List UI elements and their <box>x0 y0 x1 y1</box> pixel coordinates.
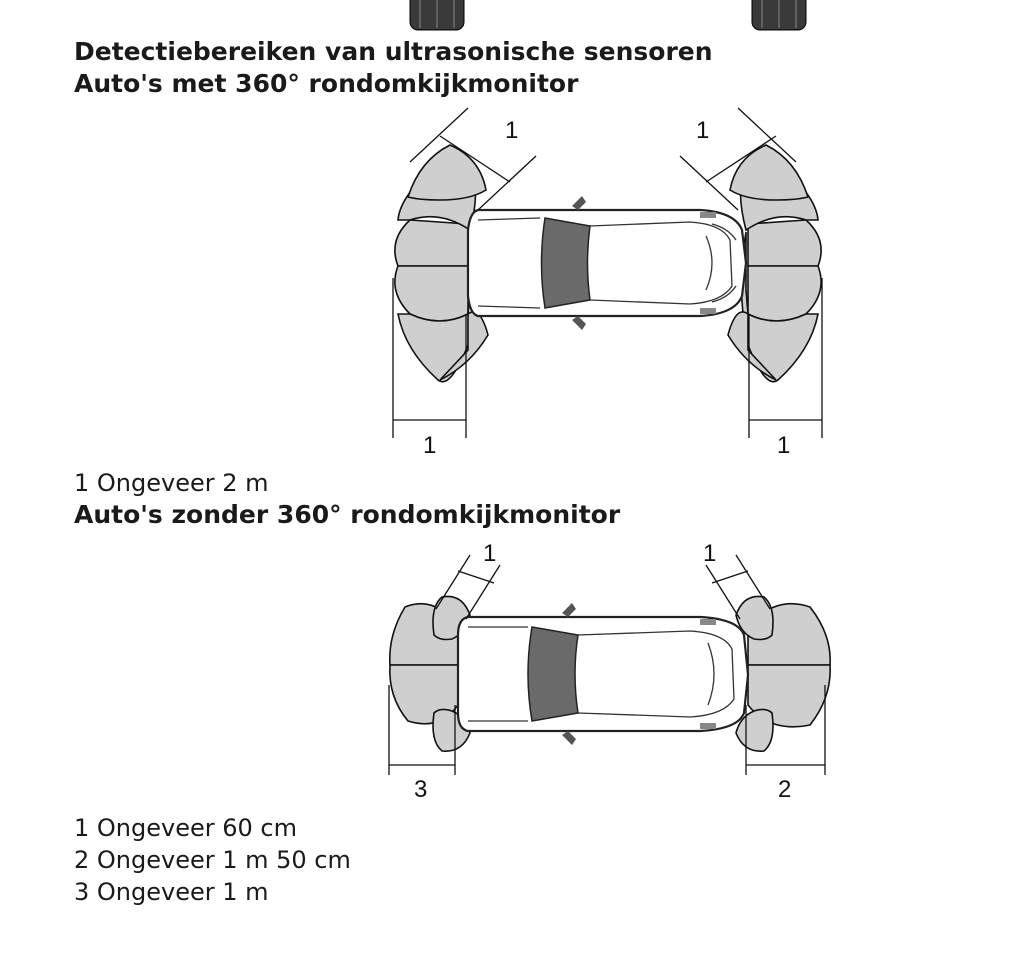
label-front-2: 2 <box>778 776 792 803</box>
legend2-item3: 3 Ongeveer 1 m <box>74 878 269 906</box>
section-heading-without-monitor: Auto's zonder 360° rondomkijkmonitor <box>74 500 621 529</box>
page-title: Detectiebereiken van ultrasonische sensoren <box>74 37 713 66</box>
label-rear-1: 1 <box>423 432 437 459</box>
label-front-left-1: 1 <box>505 117 519 144</box>
legend2-item1: 1 Ongeveer 60 cm <box>74 814 297 842</box>
car-top-view <box>468 196 746 330</box>
label-front-1: 1 <box>777 432 791 459</box>
legend2-item2: 2 Ongeveer 1 m 50 cm <box>74 846 351 874</box>
sensor-diagram-with-monitor <box>0 100 1015 465</box>
label-front-left-1: 1 <box>483 540 497 567</box>
sensor-diagram-without-monitor <box>0 535 1015 805</box>
legend1-item1: 1 Ongeveer 2 m <box>74 469 269 497</box>
section-heading-with-monitor: Auto's met 360° rondomkijkmonitor <box>74 69 579 98</box>
previous-figure-tires <box>0 0 1015 34</box>
tire-right <box>752 0 806 30</box>
label-rear-3: 3 <box>414 776 428 803</box>
label-front-right-1: 1 <box>703 540 717 567</box>
front-detection-zones <box>736 596 830 751</box>
label-front-right-1: 1 <box>696 117 710 144</box>
car-top-view <box>458 603 748 745</box>
tire-left <box>410 0 464 30</box>
